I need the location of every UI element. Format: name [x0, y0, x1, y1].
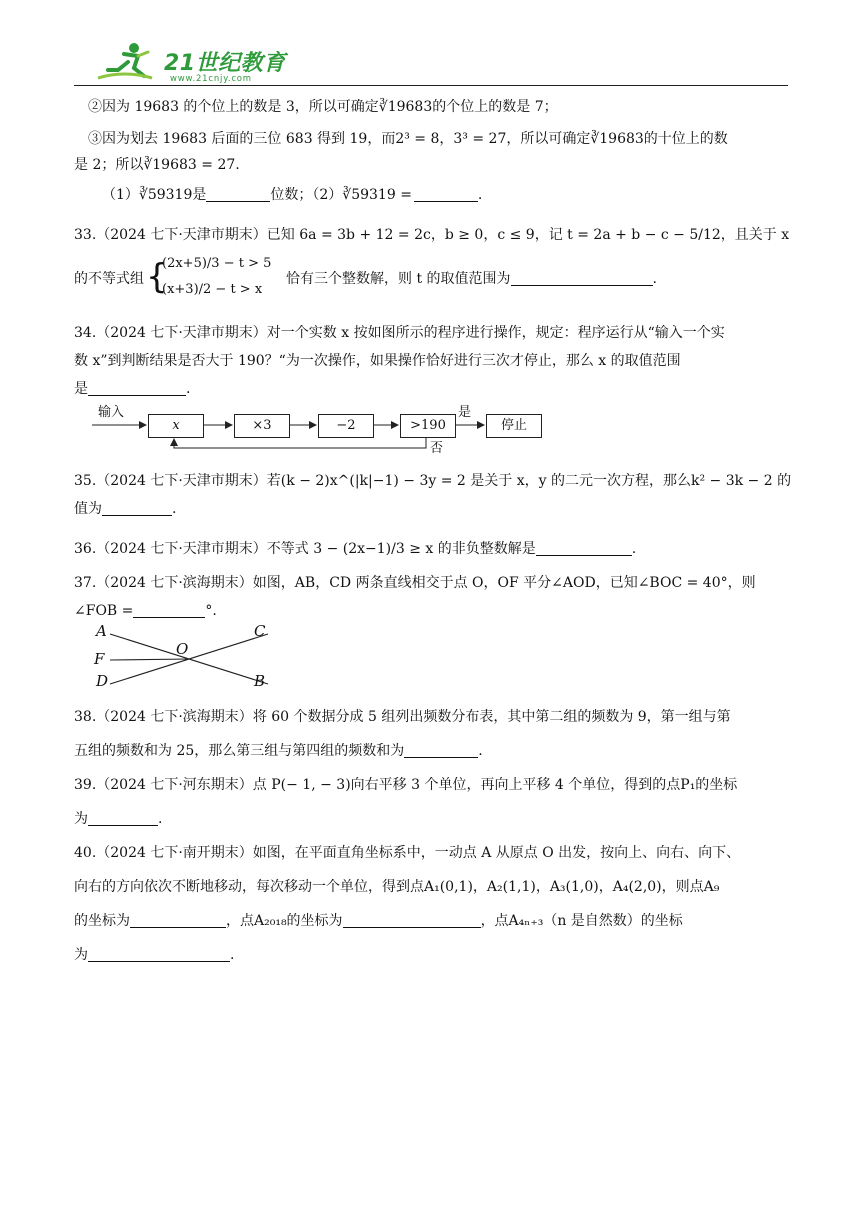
q37-line-2 [74, 598, 790, 624]
q33-suffix [286, 266, 657, 292]
q39-line-2 [74, 806, 790, 832]
period: . [186, 381, 191, 397]
answer-blank-1[interactable] [206, 185, 270, 202]
q35-line-1: 35.（2024 七下·天津市期末）若(k − 2)x^(|k|−1) − 3y = 2 是关于 x，y 的二元一次方程，那么k² − 3k − 2 的 [74, 473, 792, 489]
flow-box-subtract: −2 [318, 414, 374, 438]
q39-line-1: 39.（2024 七下·河东期末）点 P(− 1, − 3)向右平移 3 个单位，再向上平移 4 个单位，得到的点P₁的坐标 [74, 777, 738, 793]
sub-question-1-text: （1）∛59319是 [102, 187, 207, 203]
q35-prefix: 值为 [74, 501, 102, 517]
brace-icon: { [146, 257, 168, 297]
header-divider [74, 85, 788, 86]
label-C: C [254, 622, 266, 640]
period: . [478, 743, 483, 759]
sub-question-line [74, 182, 790, 208]
q40-line-1: 40.（2024 七下·南开期末）如图，在平面直角坐标系中，一动点 A 从原点 O 出发，按向上、向右、向下、 [74, 845, 741, 861]
answer-blank-40b[interactable] [343, 911, 481, 928]
q35-line-2 [74, 496, 790, 522]
q33-line-1: 33.（2024 七下·天津市期末）已知 6a = 3b + 12 = 2c，b ≥ 0，c ≤ 9，记 t = 2a + b − c − 5/12，且关于 x [74, 227, 790, 243]
q40-prefix-4: 为 [74, 947, 88, 963]
runner-logo-icon [94, 40, 158, 84]
q34-line-3 [74, 376, 790, 402]
page-header [74, 40, 788, 88]
answer-blank-37[interactable] [133, 601, 205, 618]
yes-label: 是 [458, 405, 472, 420]
q38-line-1: 38.（2024 七下·滨海期末）将 60 个数据分成 5 组列出频数分布表，其中第二组的频数为 9，第一组与第 [74, 709, 731, 725]
flow-box-compare: >190 [400, 414, 456, 438]
step-3-text: ③因为划去 19683 后面的三位 683 得到 19，而2³ = 8，3³ = 27，所以可确定∛19683的十位上的数 [88, 131, 728, 147]
label-F: F [94, 650, 105, 668]
answer-blank-35[interactable] [102, 499, 172, 516]
q33-line-2 [74, 252, 790, 306]
period: . [652, 271, 657, 287]
answer-blank-38[interactable] [404, 741, 478, 758]
flow-box-multiply: ×3 [234, 414, 290, 438]
q37-prefix: ∠FOB = [74, 603, 134, 619]
q34-prefix: 是 [74, 381, 88, 397]
answer-blank-40c[interactable] [88, 945, 230, 962]
q38-prefix: 五组的频数和为 25，那么第三组与第四组的频数和为 [74, 743, 405, 759]
q40-line-4 [74, 942, 790, 968]
label-D: D [96, 672, 109, 690]
label-O: O [176, 640, 189, 658]
question-content [74, 94, 790, 968]
q36-text: 36.（2024 七下·天津市期末）不等式 3 − (2x−1)/3 ≥ x 的非负整数解是 [74, 541, 536, 557]
program-flowchart [92, 405, 612, 458]
q40-prefix-2: ，点A₂₀₁₈的坐标为 [226, 913, 343, 929]
q40-line-2: 向右的方向依次不断地移动，每次移动一个单位，得到点A₁(0,1)，A₂(1,1)，A₃(1,0)，A₄(2,0)，则点A₉ [74, 879, 720, 895]
q40-prefix-3: ，点A₄ₙ₊₃（n 是自然数）的坐标 [480, 913, 683, 929]
period: . [158, 811, 163, 827]
label-B: B [254, 672, 266, 690]
period: . [631, 541, 637, 557]
period: . [172, 501, 177, 517]
degree-period: °. [205, 603, 217, 619]
answer-blank-36[interactable] [536, 539, 632, 556]
logo-text: 21世纪教育 [164, 51, 286, 76]
logo [94, 40, 294, 84]
answer-blank-33[interactable] [511, 269, 653, 286]
intersecting-lines-figure [94, 624, 294, 696]
q39-prefix: 为 [74, 811, 88, 827]
q38-line-2 [74, 738, 790, 764]
step-2-text: ②因为 19683 的个位上的数是 3，所以可确定∛19683的个位上的数是 7； [88, 99, 558, 115]
answer-blank-2[interactable] [414, 185, 478, 202]
q34-line-1: 34.（2024 七下·天津市期末）对一个实数 x 按如图所示的程序进行操作，规定：程序运行从“输入一个实 [74, 325, 725, 341]
q34-line-2: 数 x”到判断结果是否大于 190？“为一次操作，如果操作恰好进行三次才停止，那么 x 的取值范围 [74, 353, 681, 369]
q33-prefix: 的不等式组 [74, 271, 144, 287]
no-label: 否 [430, 441, 444, 456]
step-3-text-cont: 是 2；所以∛19683 = 27. [74, 157, 240, 173]
period: . [477, 187, 483, 203]
inequality-2: (x+3)/2 − t > x [162, 282, 263, 297]
input-label: 输入 [98, 405, 125, 420]
flow-box-stop: 停止 [486, 414, 542, 438]
label-A: A [96, 622, 107, 640]
q33-suffix-text: 恰有三个整数解，则 t 的取值范围为 [286, 271, 511, 287]
answer-blank-34[interactable] [88, 379, 186, 396]
q36-line [74, 536, 790, 562]
period: . [230, 947, 235, 963]
inequality-1: (2x+5)/3 − t > 5 [162, 256, 272, 271]
sub-question-2-text: 位数；（2）∛59319 = [270, 187, 412, 203]
q40-line-3 [74, 908, 790, 934]
logo-url: www.21cnjy.com [170, 74, 252, 84]
q40-prefix-1: 的坐标为 [74, 913, 130, 929]
q37-line-1: 37.（2024 七下·滨海期末）如图，AB，CD 两条直线相交于点 O，OF 平分∠AOD，已知∠BOC = 40°，则 [74, 575, 756, 591]
answer-blank-39[interactable] [88, 809, 158, 826]
answer-blank-40a[interactable] [130, 911, 226, 928]
flow-box-x: x [148, 414, 204, 438]
